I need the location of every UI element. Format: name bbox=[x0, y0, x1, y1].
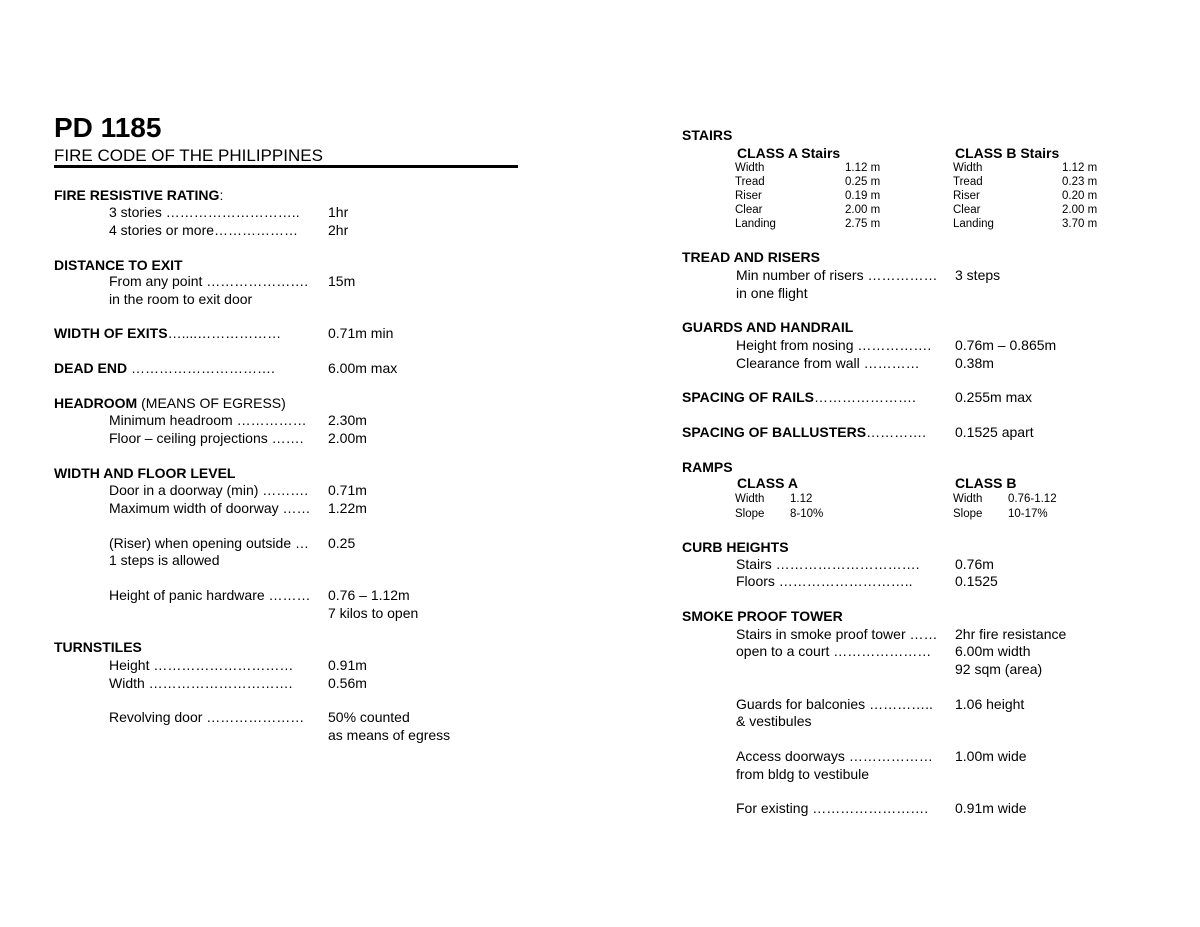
guards-row-value: 0.38m bbox=[955, 355, 994, 371]
width-floor-row-value: 1.22m bbox=[328, 500, 367, 516]
smoke-row-value: 6.00m width bbox=[955, 643, 1031, 659]
spacing-rails-line: SPACING OF RAILS…………………. bbox=[682, 389, 916, 405]
width-floor-row-label: Maximum width of doorway …… bbox=[109, 500, 311, 516]
width-floor-row-value: 7 kilos to open bbox=[328, 605, 419, 621]
stairs-b-label: Riser bbox=[953, 190, 980, 202]
turnstiles-row-label: Width …………………………. bbox=[109, 675, 293, 691]
smoke-row-label: open to a court ………………… bbox=[736, 643, 932, 659]
smoke-row-label: Stairs in smoke proof tower …… bbox=[736, 626, 938, 642]
headroom-row-value: 2.00m bbox=[328, 430, 367, 446]
tread-risers-row-value: 3 steps bbox=[955, 267, 1001, 283]
ramps-a-value: 8-10% bbox=[790, 508, 824, 520]
stairs-a-label: Landing bbox=[735, 218, 776, 230]
ramps-a-label: Width bbox=[735, 493, 765, 505]
width-floor-row-value: 0.71m bbox=[328, 482, 367, 498]
fire-resistive-row-label: 3 stories ……………………….. bbox=[109, 204, 300, 220]
turnstiles-row-value: 0.56m bbox=[328, 675, 367, 691]
stairs-b-value: 0.23 m bbox=[1062, 176, 1098, 188]
smoke-row-label: from bldg to vestibule bbox=[736, 766, 870, 782]
stairs-a-label: Riser bbox=[735, 190, 762, 202]
page-title: PD 1185 bbox=[54, 112, 162, 143]
width-floor-row-value: 0.25 bbox=[328, 535, 356, 551]
smoke-row-label: Access doorways ……………… bbox=[736, 748, 933, 764]
ramps-b-value: 0.76-1.12 bbox=[1008, 493, 1057, 505]
width-exits-value: 0.71m min bbox=[328, 325, 394, 341]
width-floor-row-label: Door in a doorway (min) ………. bbox=[109, 482, 309, 498]
headroom-row-value: 2.30m bbox=[328, 412, 367, 428]
tread-risers-heading: TREAD AND RISERS bbox=[682, 249, 820, 265]
smoke-heading: SMOKE PROOF TOWER bbox=[682, 608, 843, 624]
turnstiles-heading: TURNSTILES bbox=[54, 639, 142, 655]
distance-heading: DISTANCE TO EXIT bbox=[54, 257, 183, 273]
fire-resistive-row-value: 1hr bbox=[328, 204, 349, 220]
title-divider bbox=[54, 165, 518, 168]
spacing-balusters-value: 0.1525 apart bbox=[955, 424, 1034, 440]
tread-risers-row-label: in one flight bbox=[736, 285, 808, 301]
smoke-row-value: 2hr fire resistance bbox=[955, 626, 1067, 642]
ramps-a-value: 1.12 bbox=[790, 493, 813, 505]
smoke-row-value: 1.06 height bbox=[955, 696, 1025, 712]
guards-row-label: Clearance from wall ………… bbox=[736, 355, 920, 371]
stairs-heading: STAIRS bbox=[682, 127, 733, 143]
dead-end-line: DEAD END …………………………. bbox=[54, 360, 275, 376]
headroom-row-label: Floor – ceiling projections ……. bbox=[109, 430, 304, 446]
turnstiles-row-value: 0.91m bbox=[328, 657, 367, 673]
turnstiles-row-value: 50% counted bbox=[328, 709, 410, 725]
stairs-a-value: 2.00 m bbox=[845, 204, 881, 216]
stairs-a-value: 0.25 m bbox=[845, 176, 881, 188]
stairs-b-label: Width bbox=[953, 162, 983, 174]
ramps-b-label: Width bbox=[953, 493, 983, 505]
smoke-row-label: For existing ……………………. bbox=[736, 800, 929, 816]
fire-resistive-heading: FIRE RESISTIVE RATING: bbox=[54, 187, 224, 203]
stairs-a-value: 2.75 m bbox=[845, 218, 881, 230]
curb-row-label: Stairs …………………………. bbox=[736, 556, 920, 572]
width-exits-line: WIDTH OF EXITS…....……………… bbox=[54, 325, 282, 341]
stairs-b-label: Clear bbox=[953, 204, 981, 216]
distance-row-label: From any point …………………. bbox=[109, 273, 309, 289]
headroom-row-label: Minimum headroom …………… bbox=[109, 412, 307, 428]
distance-row-value: 15m bbox=[328, 273, 356, 289]
stairs-b-value: 1.12 m bbox=[1062, 162, 1098, 174]
spacing-rails-value: 0.255m max bbox=[955, 389, 1033, 405]
turnstiles-row-value: as means of egress bbox=[328, 727, 451, 743]
stairs-class-a-title: CLASS A Stairs bbox=[737, 145, 841, 161]
fire-resistive-row-label: 4 stories or more……………… bbox=[109, 222, 299, 238]
width-floor-row-label: (Riser) when opening outside … bbox=[109, 535, 309, 551]
width-floor-heading: WIDTH AND FLOOR LEVEL bbox=[54, 465, 236, 481]
stairs-a-value: 0.19 m bbox=[845, 190, 881, 202]
stairs-b-value: 3.70 m bbox=[1062, 218, 1098, 230]
stairs-b-label: Tread bbox=[953, 176, 983, 188]
page-subtitle: FIRE CODE OF THE PHILIPPINES bbox=[54, 146, 323, 165]
smoke-row-label: Guards for balconies ………….. bbox=[736, 696, 933, 712]
stairs-b-label: Landing bbox=[953, 218, 994, 230]
fire-resistive-row-value: 2hr bbox=[328, 222, 349, 238]
guards-row-label: Height from nosing ……………. bbox=[736, 337, 932, 353]
stairs-a-label: Width bbox=[735, 162, 765, 174]
smoke-row-value: 0.91m wide bbox=[955, 800, 1027, 816]
spacing-balusters-line: SPACING OF BALLUSTERS…………. bbox=[682, 424, 926, 440]
headroom-heading: HEADROOM (MEANS OF EGRESS) bbox=[54, 395, 286, 411]
tread-risers-row-label: Min number of risers …………… bbox=[736, 267, 938, 283]
ramps-heading: RAMPS bbox=[682, 459, 733, 475]
guards-row-value: 0.76m – 0.865m bbox=[955, 337, 1057, 353]
turnstiles-row-label: Height ………………………… bbox=[109, 657, 294, 673]
distance-row-label: in the room to exit door bbox=[109, 291, 253, 307]
ramps-a-label: Slope bbox=[735, 508, 765, 520]
ramps-b-value: 10-17% bbox=[1008, 508, 1048, 520]
stairs-a-label: Tread bbox=[735, 176, 765, 188]
width-floor-row-label: 1 steps is allowed bbox=[109, 552, 220, 568]
stairs-b-value: 0.20 m bbox=[1062, 190, 1098, 202]
guards-heading: GUARDS AND HANDRAIL bbox=[682, 319, 854, 335]
width-floor-row-label: Height of panic hardware ……… bbox=[109, 587, 311, 603]
stairs-a-value: 1.12 m bbox=[845, 162, 881, 174]
curb-row-value: 0.1525 bbox=[955, 573, 998, 589]
curb-row-value: 0.76m bbox=[955, 556, 994, 572]
stairs-b-value: 2.00 m bbox=[1062, 204, 1098, 216]
smoke-row-value: 92 sqm (area) bbox=[955, 661, 1043, 677]
width-floor-row-value: 0.76 – 1.12m bbox=[328, 587, 410, 603]
dead-end-value: 6.00m max bbox=[328, 360, 398, 376]
curb-row-label: Floors ……………………….. bbox=[736, 573, 913, 589]
smoke-row-label: & vestibules bbox=[736, 713, 812, 729]
turnstiles-row-label: Revolving door ………………… bbox=[109, 709, 305, 725]
stairs-class-b-title: CLASS B Stairs bbox=[955, 145, 1060, 161]
stairs-a-label: Clear bbox=[735, 204, 763, 216]
ramps-class-b-title: CLASS B bbox=[955, 475, 1017, 491]
ramps-b-label: Slope bbox=[953, 508, 983, 520]
smoke-row-value: 1.00m wide bbox=[955, 748, 1027, 764]
ramps-class-a-title: CLASS A bbox=[737, 475, 798, 491]
curb-heading: CURB HEIGHTS bbox=[682, 539, 789, 555]
